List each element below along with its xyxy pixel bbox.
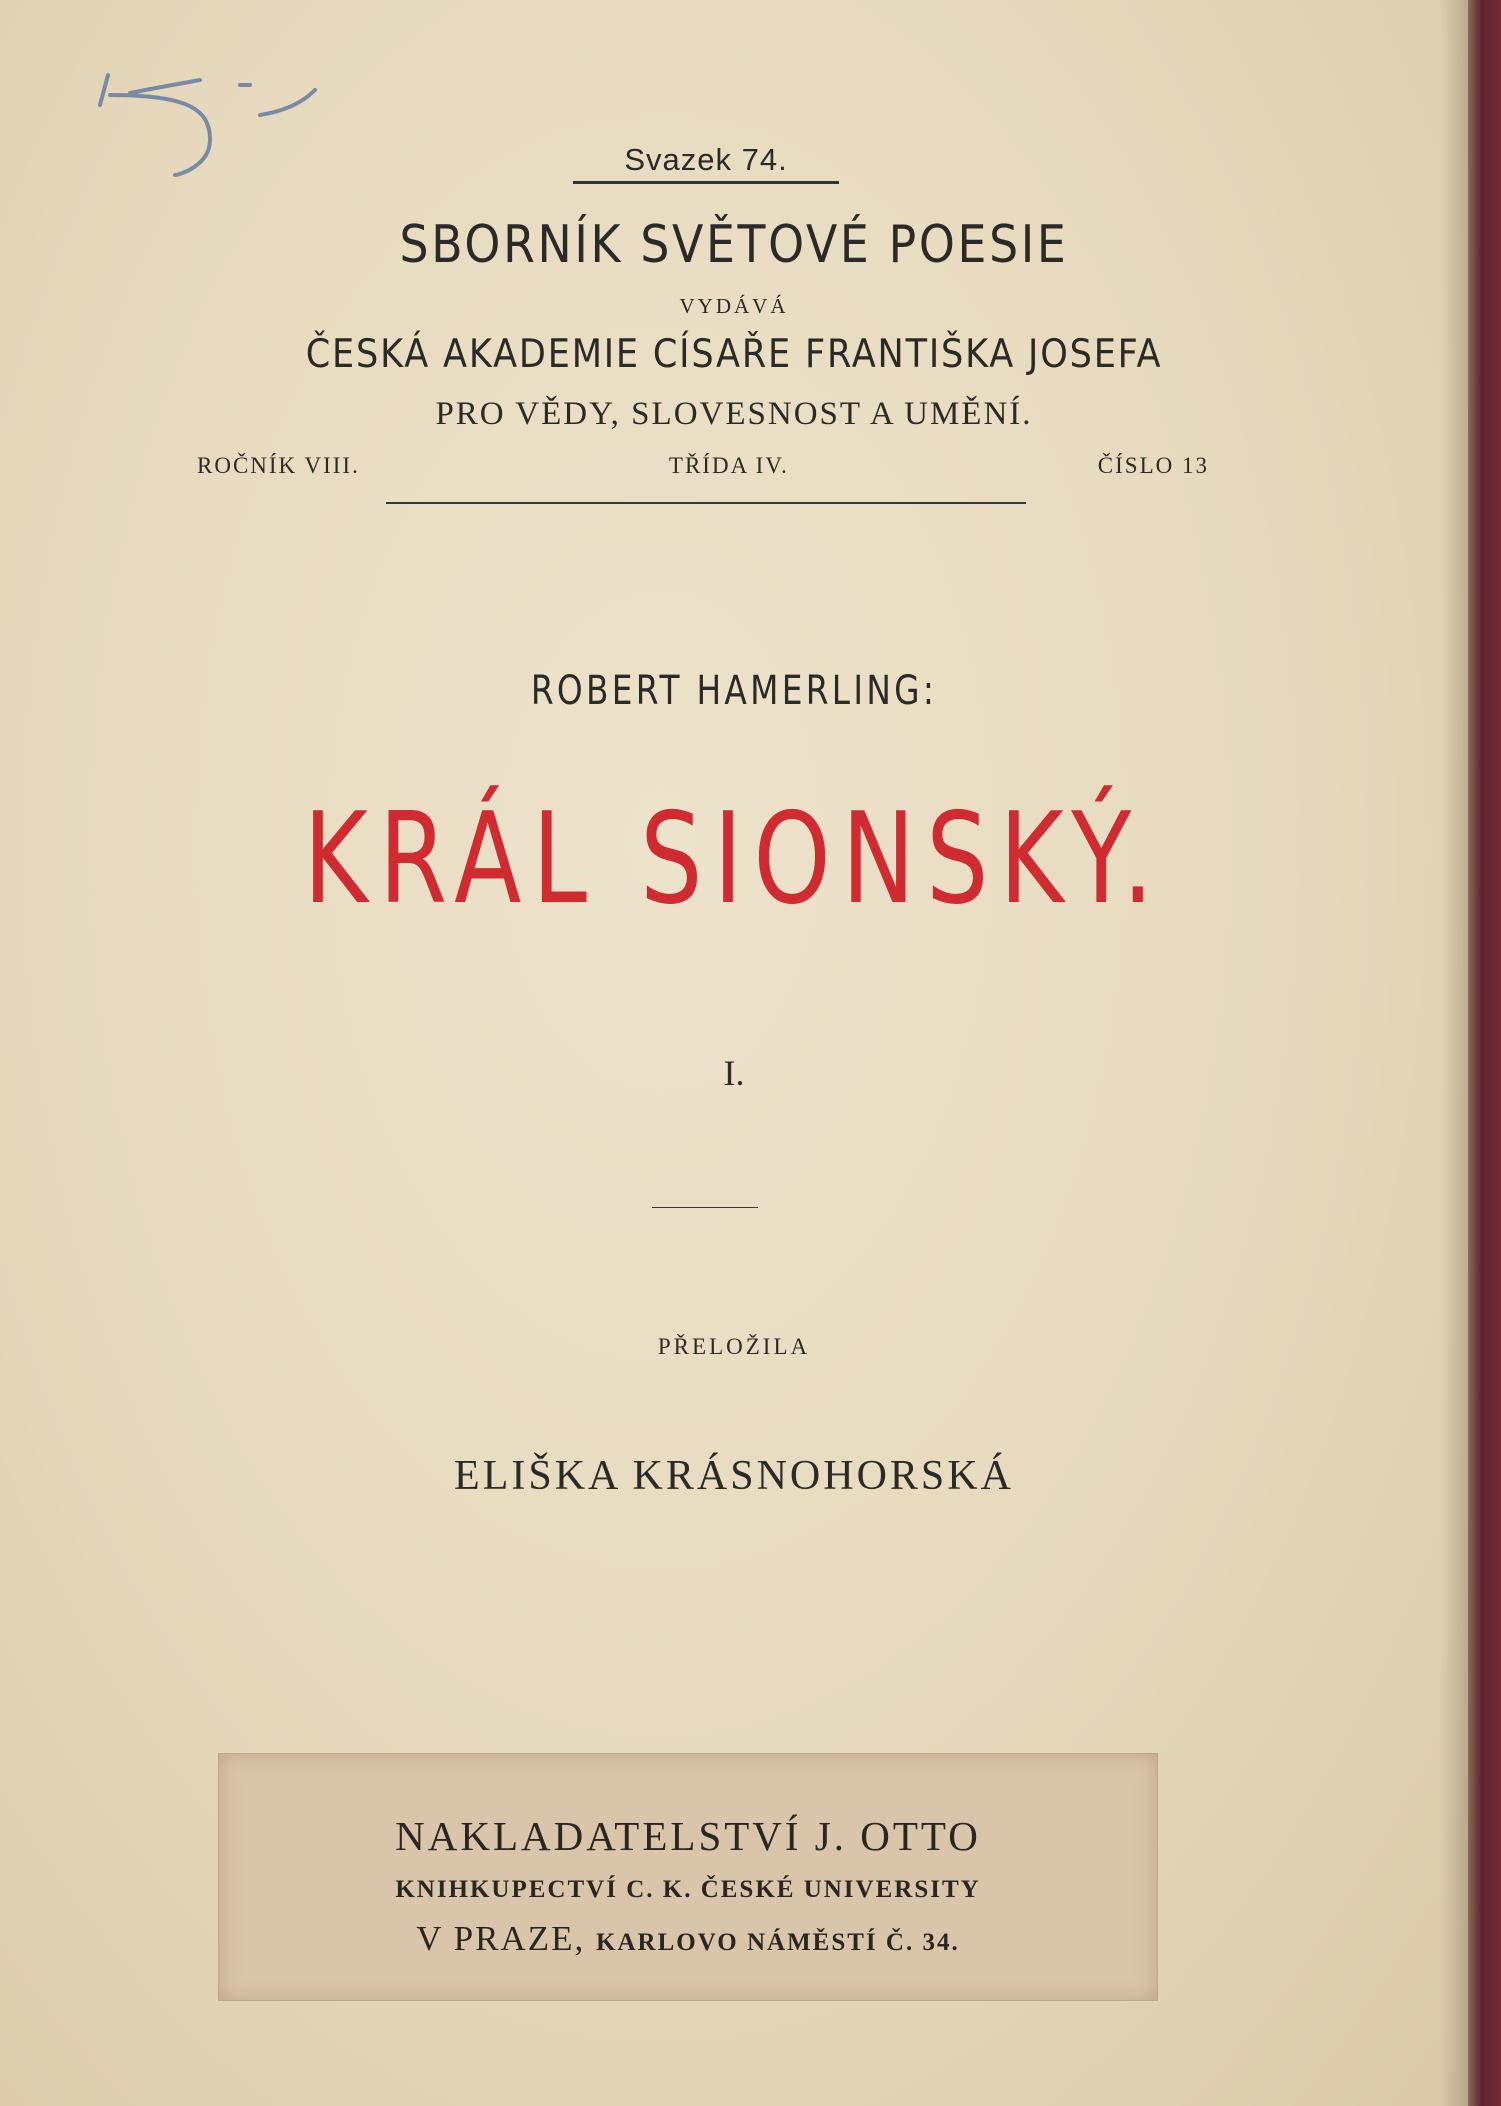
author-name: ROBERT HAMERLING: [530,668,938,714]
translator-verb: PŘELOŽILA [657,1334,811,1359]
short-divider [652,1207,758,1208]
publisher-verb: VYDÁVÁ [679,294,789,318]
volume-number: Svazek 74. [624,142,788,177]
year-label: ROČNÍK VIII. [197,453,360,478]
page-edge-shadow [1440,0,1468,2106]
class-label: TŘÍDA IV. [668,453,789,478]
volume-underline [573,181,839,184]
address-city: V PRAZE, [416,1919,586,1958]
header-divider [386,502,1026,504]
academy-name: ČESKÁ AKADEMIE CÍSAŘE FRANTIŠKA JOSEFA [305,332,1163,377]
address-line [219,1919,1157,1959]
issue-meta-row [197,453,1209,479]
publisher-label [218,1753,1158,2001]
bookshop-line: KNIHKUPECTVÍ C. K. ČESKÉ UNIVERSITY [395,1876,981,1903]
book-spine-edge [1468,0,1501,2106]
book-title: KRÁL SIONSKÝ. [303,785,1165,932]
translator-name: ELIŠKA KRÁSNOHORSKÁ [454,1453,1014,1499]
publisher-name: NAKLADATELSTVÍ J. OTTO [395,1813,981,1859]
pencil-annotation [60,55,320,185]
series-title: SBORNÍK SVĚTOVÉ POESIE [399,215,1069,275]
part-number: I. [723,1053,745,1093]
academy-subtitle: PRO VĚDY, SLOVESNOST A UMĚNÍ. [435,396,1033,432]
number-label: ČÍSLO 13 [1097,453,1209,478]
address-street: KARLOVO NÁMĚSTÍ Č. 34. [596,1929,960,1956]
